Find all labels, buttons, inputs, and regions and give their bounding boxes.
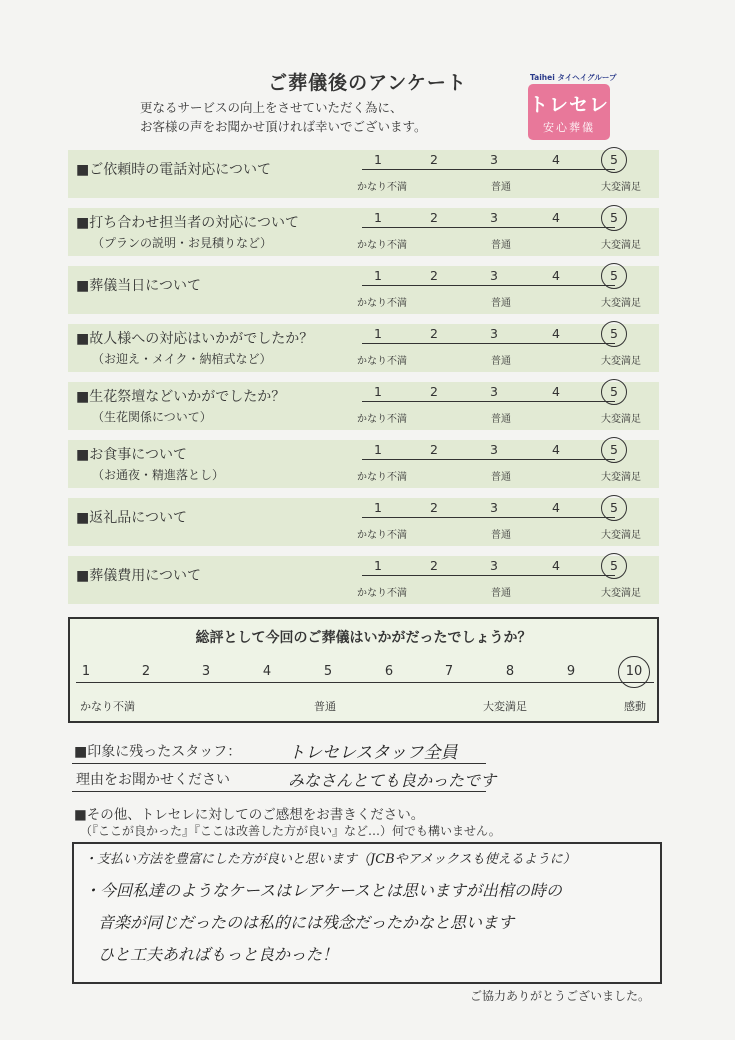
scale-number: 1 [374, 384, 382, 399]
scale-number: 5 [610, 268, 618, 283]
scale-mid-label: 普通 [491, 356, 511, 367]
scale-number: 2 [430, 500, 438, 515]
page-title: ご葬儀後のアンケート [268, 72, 467, 94]
question-label: ■返礼品について [76, 510, 187, 526]
scale-number: 5 [610, 500, 618, 515]
question-sublabel: （お迎え・メイク・納棺式など） [92, 352, 272, 366]
scale-low-label: かなり不満 [357, 298, 407, 309]
overall-number: 2 [141, 664, 151, 679]
scale-mid-label: 普通 [491, 472, 511, 483]
scale-number: 5 [610, 152, 618, 167]
scale-number: 4 [552, 152, 560, 167]
scale-number: 4 [552, 384, 560, 399]
overall-question: 総評として今回のご葬儀はいかがだったでしょうか？ [195, 630, 532, 646]
scale-number: 4 [552, 326, 560, 341]
scale-number: 2 [430, 268, 438, 283]
scale-number: 4 [552, 210, 560, 225]
comment-line-1: ・支払い方法を豊富にした方が良いと思います（JCBやアメックスも使えるように） [84, 852, 576, 867]
rating-circle [601, 553, 627, 579]
scale-number: 1 [374, 268, 382, 283]
question-sublabel: （生花関係について） [92, 410, 212, 424]
comment-line-4: ひと工夫あればもっと良かった！ [98, 945, 339, 964]
scale-line [362, 575, 615, 576]
rating-circle [601, 321, 627, 347]
scale-number: 4 [552, 268, 560, 283]
staff-line [72, 763, 486, 764]
scale-number: 5 [610, 210, 618, 225]
overall-number: 8 [505, 664, 515, 679]
scale-number: 3 [490, 500, 498, 515]
scale-high-label: 大変満足 [601, 298, 641, 309]
scale-number: 3 [490, 442, 498, 457]
scale-number: 2 [430, 558, 438, 573]
comment-line-2: ・今回私達のようなケースはレアケースとは思いますが出棺の時の [84, 881, 562, 900]
overall-top-label: 感動 [624, 700, 646, 713]
scale-high-label: 大変満足 [601, 240, 641, 251]
scale-line [362, 343, 615, 344]
scale-number: 1 [374, 152, 382, 167]
overall-number: 6 [384, 664, 394, 679]
scale-high-label: 大変満足 [601, 530, 641, 541]
scale-number: 2 [430, 210, 438, 225]
overall-number: 4 [262, 664, 272, 679]
scale-number: 5 [610, 558, 618, 573]
scale-line [362, 459, 615, 460]
scale-mid-label: 普通 [491, 182, 511, 193]
scale-number: 3 [490, 210, 498, 225]
scale-number: 5 [610, 384, 618, 399]
scale-number: 2 [430, 152, 438, 167]
rating-circle [601, 205, 627, 231]
other-hint: （『ここが良かった』『ここは改善した方が良い』など…）何でも構いません。 [80, 824, 501, 838]
scale-low-label: かなり不満 [357, 588, 407, 599]
scale-low-label: かなり不満 [357, 472, 407, 483]
overall-number: 9 [566, 664, 576, 679]
scale-number: 3 [490, 326, 498, 341]
question-label: ■故人様への対応はいかがでしたか？ [76, 331, 314, 347]
question-label: ■葬儀当日について [76, 278, 201, 294]
scale-low-label: かなり不満 [357, 240, 407, 251]
scale-number: 3 [490, 152, 498, 167]
question-label: ■ご依頼時の電話対応について [76, 162, 271, 178]
scale-line [362, 227, 615, 228]
scale-number: 3 [490, 268, 498, 283]
scale-number: 4 [552, 500, 560, 515]
overall-low-label: かなり不満 [80, 700, 135, 713]
question-label: ■葬儀費用について [76, 568, 201, 584]
rating-circle [601, 263, 627, 289]
reason-answer: みなさんとても良かったです [288, 771, 497, 790]
scale-mid-label: 普通 [491, 588, 511, 599]
scale-line [362, 401, 615, 402]
intro-line-1: 更なるサービスの向上をさせていただく為に、 [140, 100, 403, 115]
scale-low-label: かなり不満 [357, 530, 407, 541]
scale-number: 4 [552, 558, 560, 573]
scale-number: 2 [430, 384, 438, 399]
scale-mid-label: 普通 [491, 414, 511, 425]
overall-scale-line [76, 682, 654, 683]
scale-high-label: 大変満足 [601, 588, 641, 599]
scale-number: 4 [552, 442, 560, 457]
scale-number: 1 [374, 326, 382, 341]
scale-mid-label: 普通 [491, 298, 511, 309]
scale-low-label: かなり不満 [357, 414, 407, 425]
question-label: ■打ち合わせ担当者の対応について [76, 215, 299, 231]
scale-number: 3 [490, 558, 498, 573]
question-sublabel: （プランの説明・お見積りなど） [92, 236, 273, 250]
scale-mid-label: 普通 [491, 240, 511, 251]
brand-logo [528, 84, 610, 140]
intro-line-2: お客様の声をお聞かせ頂ければ幸いでございます。 [140, 119, 427, 134]
overall-number: 7 [444, 664, 454, 679]
scale-number: 2 [430, 326, 438, 341]
scale-number: 3 [490, 384, 498, 399]
scale-line [362, 285, 615, 286]
staff-label: ■印象に残ったスタッフ： [74, 744, 242, 760]
scale-number: 1 [374, 558, 382, 573]
scale-high-label: 大変満足 [601, 356, 641, 367]
scale-high-label: 大変満足 [601, 414, 641, 425]
scale-number: 1 [374, 500, 382, 515]
rating-circle [601, 437, 627, 463]
reason-label: 理由をお聞かせください [76, 772, 230, 788]
scale-number: 5 [610, 442, 618, 457]
brand-name: トレセレ [528, 94, 609, 116]
other-label: ■その他、トレセレに対してのご感想をお書きください。 [74, 807, 425, 823]
scale-number: 1 [374, 442, 382, 457]
question-label: ■生花祭壇などいかがでしたか？ [76, 389, 286, 405]
overall-number: 1 [81, 664, 91, 679]
overall-mid-label: 普通 [314, 700, 336, 713]
rating-circle [601, 147, 627, 173]
scale-line [362, 169, 615, 170]
scale-low-label: かなり不満 [357, 182, 407, 193]
question-sublabel: （お通夜・精進落とし） [92, 468, 225, 482]
intro-text [140, 98, 427, 136]
overall-number: 3 [201, 664, 211, 679]
scale-high-label: 大変満足 [601, 182, 641, 193]
scale-number: 1 [374, 210, 382, 225]
scale-low-label: かなり不満 [357, 356, 407, 367]
thanks-text: ご協力ありがとうございました。 [470, 989, 651, 1003]
scale-number: 5 [610, 326, 618, 341]
rating-circle [601, 495, 627, 521]
overall-high-label: 大変満足 [483, 700, 527, 713]
scale-mid-label: 普通 [491, 530, 511, 541]
brand-tagline: 安心葬儀 [543, 121, 595, 134]
overall-number: 5 [323, 664, 333, 679]
comment-line-3: 音楽が同じだったのは私的には残念だったかなと思います [98, 913, 515, 932]
overall-number: 10 [625, 664, 643, 679]
reason-line [72, 791, 486, 792]
brand-group: Taihei タイヘイグループ [530, 73, 617, 82]
scale-high-label: 大変満足 [601, 472, 641, 483]
rating-circle [601, 379, 627, 405]
question-label: ■お食事について [76, 447, 187, 463]
overall-rating-circle [618, 656, 650, 688]
staff-answer: トレセレスタッフ全員 [288, 743, 458, 763]
scale-line [362, 517, 615, 518]
scale-number: 2 [430, 442, 438, 457]
